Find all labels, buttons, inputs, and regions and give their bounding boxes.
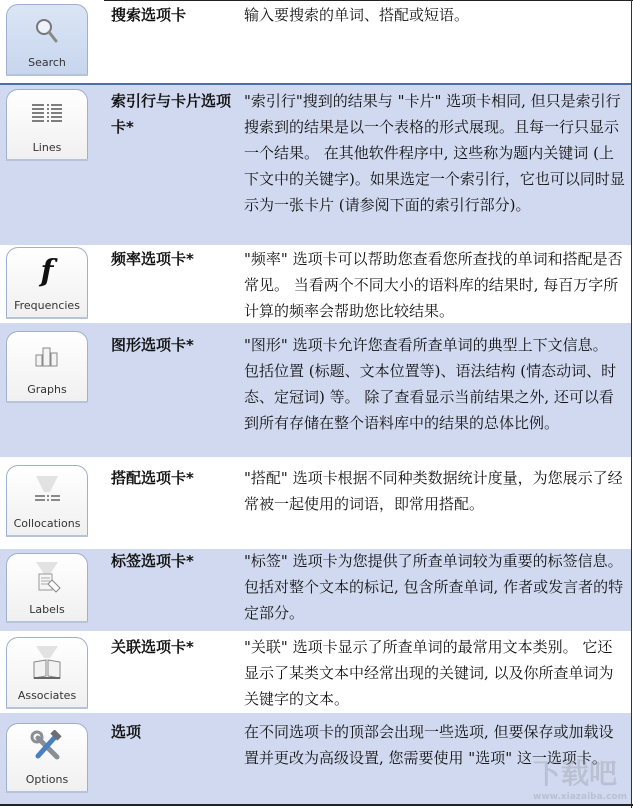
row-desc: "搭配" 选项卡根据不同种类数据统计度量，为您展示了经常被一起使用的词语，即常用搭配。 — [244, 469, 623, 513]
tab-options[interactable] — [6, 723, 88, 791]
tab-baseline — [6, 621, 88, 623]
row-desc: "索引行"搜到的结果与 "卡片" 选项卡相同, 但只是索引行搜索到的结果是以一个表格的形式展现。且每一行只显示一个结果。 在其他软件程序中, 这些称为题内关键词 (上下文中的关键字)。如果选定一个索引行，它也可以同时显示为一张卡片 (请参阅下面的索引行部分)。 — [244, 92, 625, 214]
row-name: 图形选项卡* — [111, 336, 194, 354]
table-row — [0, 0, 632, 82]
table-bottom-border — [0, 804, 633, 806]
tab-label: Associates — [17, 689, 77, 702]
tab-label: Collocations — [13, 517, 81, 530]
row-desc: "标签" 选项卡为您提供了所查单词较为重要的标签信息。包括对整个文本的标记, 包含所查单词, 作者或发言者的特定部分。 — [244, 552, 624, 622]
tab-label: Search — [28, 56, 66, 69]
search-icon — [7, 17, 87, 49]
tab-label: Frequencies — [14, 299, 80, 312]
tab-baseline — [6, 707, 88, 709]
table-right-border — [631, 0, 632, 808]
watermark — [533, 752, 627, 802]
table-row — [0, 83, 632, 245]
tab-label: Options — [25, 773, 69, 786]
tab-labels[interactable] — [6, 553, 88, 621]
label-tag-icon — [7, 560, 87, 600]
tab-label: Lines — [32, 141, 62, 154]
tab-label: Graphs — [27, 383, 67, 396]
bar-graph-icon — [7, 346, 87, 372]
tab-baseline — [6, 791, 88, 793]
tab-baseline — [6, 535, 88, 537]
row-name: 搭配选项卡* — [111, 469, 194, 487]
tab-baseline — [6, 317, 88, 319]
book-icon — [7, 644, 87, 684]
row-desc: 输入要搜索的单词、搭配或短语。 — [244, 6, 470, 24]
row-name: 频率选项卡* — [111, 250, 194, 268]
lines-icon — [7, 102, 87, 130]
function-f-icon: f — [40, 254, 54, 289]
table-row — [0, 245, 632, 323]
tab-associates[interactable] — [6, 637, 88, 707]
tab-label: Labels — [29, 603, 65, 616]
row-name: 索引行与卡片选项卡* — [111, 92, 232, 136]
row-desc: 在不同选项卡的顶部会出现一些选项, 但要保存或加载设置并更改为高级设置, 您需要使用 "选项" 这一选项卡。 — [244, 723, 614, 767]
row-name: 选项 — [111, 723, 142, 741]
row-desc: "频率" 选项卡可以帮助您查看您所查找的单词和搭配是否常见。 当看两个不同大小的语料库的结果时, 每百万字所计算的频率会帮助您比较结果。 — [244, 250, 623, 320]
tools-icon — [7, 730, 87, 768]
tab-graphs[interactable] — [6, 331, 88, 401]
table-row — [0, 457, 632, 539]
table-row — [0, 631, 632, 713]
table-row — [0, 323, 632, 457]
row-name: 搜索选项卡 — [111, 6, 187, 24]
table-row — [0, 549, 632, 631]
collocations-icon — [7, 474, 87, 512]
row-name: 标签选项卡* — [111, 552, 194, 570]
tab-collocations[interactable] — [6, 465, 88, 535]
tab-baseline — [6, 159, 88, 161]
row-desc: "关联" 选项卡显示了所查单词的最常用文本类别。 它还显示了某类文本中经常出现的关键词, 以及你所查单词为关键字的文本。 — [244, 638, 614, 708]
tab-frequencies[interactable] — [6, 247, 88, 317]
tab-search[interactable] — [6, 4, 88, 74]
tab-baseline — [6, 401, 88, 403]
watermark-url: www.xiazaiba.com — [533, 792, 627, 802]
tab-baseline — [6, 74, 88, 76]
row-desc: "图形" 选项卡允许您查看所查单词的典型上下文信息。 包括位置 (标题、文本位置等)、语法结构 (情态动词、时态、定冠词) 等。 除了查看显示当前结果之外, 还可以看到所有存储在整个语料库中的结果的总体比例。 — [244, 336, 617, 432]
row-name: 关联选项卡* — [111, 638, 194, 656]
watermark-text: 下载吧 — [533, 757, 618, 790]
tab-lines[interactable] — [6, 89, 88, 159]
